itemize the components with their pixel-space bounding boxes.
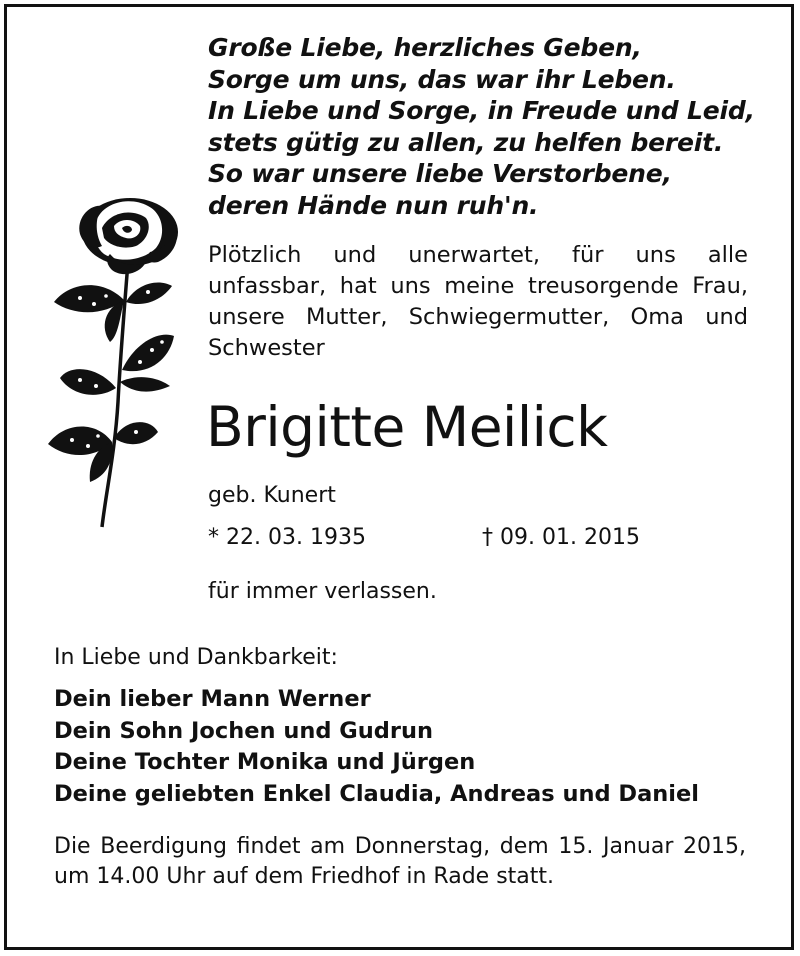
funeral-line: Die Beerdigung findet am Donnerstag, dem (54, 834, 549, 859)
death-date: † 09. 01. 2015 (482, 525, 640, 550)
poem-line: In Liebe und Sorge, in Freude und Leid, (208, 96, 755, 125)
poem-line: deren Hände nun ruh'n. (208, 190, 539, 220)
mourner: Deine Tochter Monika und Jürgen (54, 749, 476, 775)
mourner: Dein Sohn Jochen und Gudrun (54, 717, 434, 744)
rose-icon (40, 192, 180, 532)
birth-date: * 22. 03. 1935 (208, 525, 366, 550)
intro-line: und Schwester (208, 304, 748, 361)
poem-line: Sorge um uns, das war ihr Leben. (208, 64, 676, 94)
intro-line: Frau, unsere Mutter, Schwiegermutter, Oma (208, 273, 748, 330)
funeral-line: 15. Januar 2015, um 14.00 Uhr auf dem Friedhof in (54, 834, 747, 889)
closing-line: für immer verlassen. (208, 579, 437, 604)
poem-line: Große Liebe, herzliches Geben, (208, 33, 642, 62)
funeral-notice (54, 832, 746, 891)
poem-line: stets gütig zu allen, zu helfen bereit. (208, 127, 724, 157)
maiden-name: geb. Kunert (208, 483, 336, 508)
intro-line: unfassbar, hat uns meine treusorgende (208, 273, 679, 299)
mourner: Dein lieber Mann Werner (54, 686, 371, 712)
mourners-list (54, 684, 699, 810)
poem (208, 32, 768, 221)
intro-text (208, 240, 748, 364)
poem-line: So war unsere liebe Verstorbene, (208, 159, 672, 188)
gratitude-heading: In Liebe und Dankbarkeit: (54, 645, 338, 670)
funeral-line: Rade statt. (433, 863, 555, 889)
deceased-name: Brigitte Meilick (206, 395, 608, 459)
intro-line: Plötzlich und unerwartet, für uns alle (208, 242, 748, 268)
mourner: Deine geliebten Enkel Claudia, Andreas und Daniel (54, 780, 699, 807)
